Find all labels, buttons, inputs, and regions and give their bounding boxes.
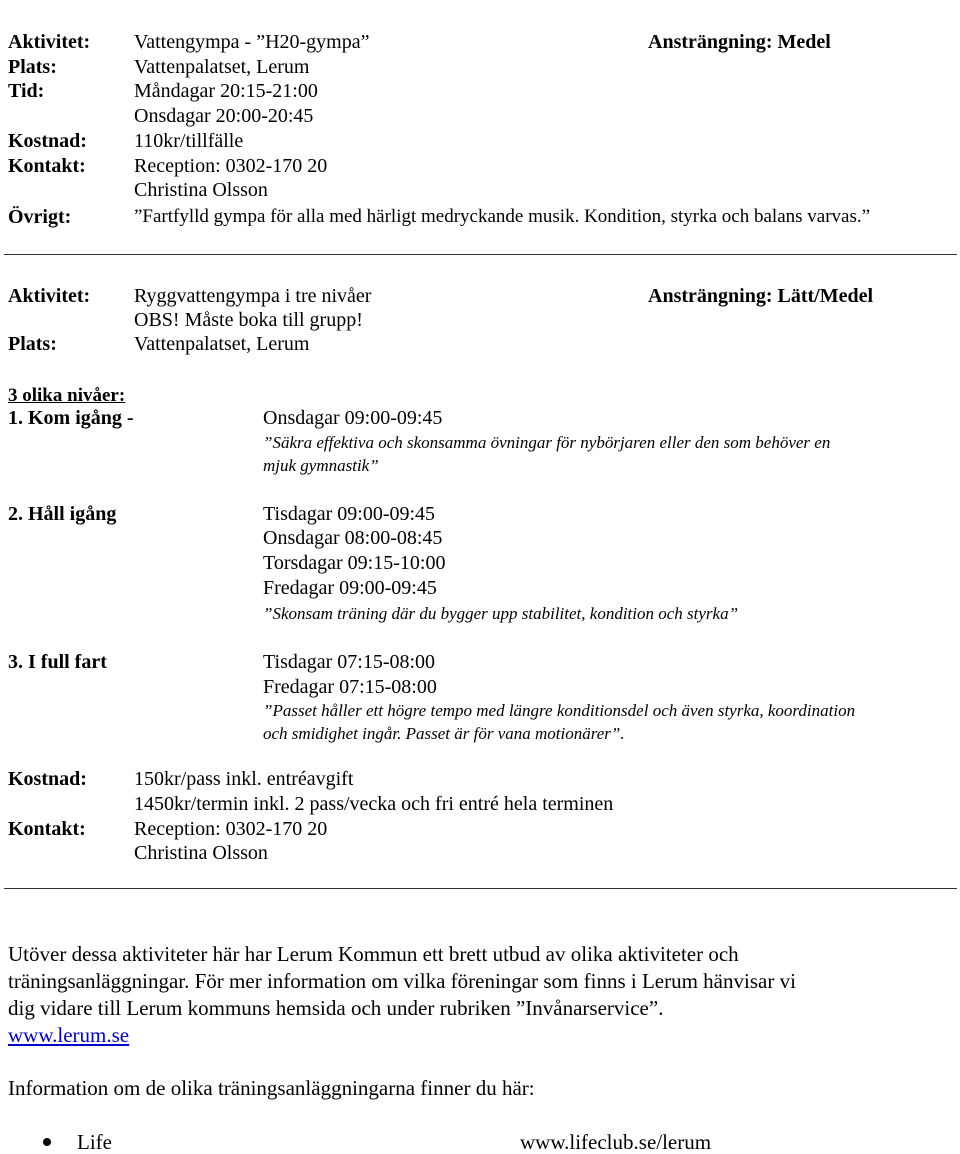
kontakt-line-2: Christina Olsson [134, 179, 268, 201]
aktivitet-value: Vattengympa - ”H20-gympa” [134, 31, 370, 53]
kontakt-label: Kontakt: [8, 155, 86, 177]
level-2-time-3: Torsdagar 09:15-10:00 [263, 552, 446, 574]
level-1-time: Onsdagar 09:00-09:45 [263, 407, 443, 429]
level-3-time-1: Tisdagar 07:15-08:00 [263, 651, 436, 673]
aktivitet-label: Aktivitet: [8, 285, 91, 307]
anstrangning-label: Ansträngning: Medel [648, 31, 831, 53]
info-paragraph-line-1: Utöver dessa aktiviteter här har Lerum Kommun ett brett utbud av olika aktiviteter och [8, 942, 739, 966]
level-3-description: ”Passet håller ett högre tempo med längre konditionsdel och även styrka, koordination [263, 701, 856, 720]
kostnad-value: 110kr/tillfälle [134, 130, 244, 152]
kostnad-label: Kostnad: [8, 130, 87, 152]
ovrigt-label: Övrigt: [8, 206, 72, 228]
info-paragraph-line-3: dig vidare till Lerum kommuns hemsida och under rubriken ”Invånarservice”. [8, 996, 664, 1020]
plats-label: Plats: [8, 333, 57, 355]
level-2-time-1: Tisdagar 09:00-09:45 [263, 503, 436, 525]
level-1-description-cont: mjuk gymnastik” [263, 456, 379, 475]
kontakt-line-1: Reception: 0302-170 20 [134, 818, 328, 840]
facility-name: Life [77, 1130, 112, 1154]
kontakt-label: Kontakt: [8, 818, 86, 840]
ovrigt-value: ”Fartfylld gympa för alla med härligt medryckande musik. Kondition, styrka och balans varvas.” [134, 206, 871, 227]
level-3-time-2: Fredagar 07:15-08:00 [263, 676, 437, 698]
tid-line-1: Måndagar 20:15-21:00 [134, 80, 318, 102]
level-2-description: ”Skonsam träning där du bygger upp stabilitet, kondition och styrka” [263, 604, 739, 623]
level-1-title: 1. Kom igång - [8, 407, 134, 429]
divider [4, 888, 957, 889]
plats-label: Plats: [8, 56, 57, 78]
aktivitet-label: Aktivitet: [8, 31, 91, 53]
anstrangning-label: Ansträngning: Lätt/Medel [648, 285, 873, 307]
level-3-description-cont: och smidighet ingår. Passet är för vana motionärer”. [263, 724, 625, 743]
kostnad-line-1: 150kr/pass inkl. entréavgift [134, 768, 354, 790]
info-paragraph-line-2: träningsanläggningar. För mer information om vilka föreningar som finns i Lerum hänvisar vi [8, 969, 796, 993]
level-2-time-4: Fredagar 09:00-09:45 [263, 577, 437, 599]
bullet-icon [43, 1138, 51, 1146]
lerum-link[interactable]: www.lerum.se [8, 1023, 130, 1047]
kontakt-line-2: Christina Olsson [134, 842, 268, 864]
plats-value: Vattenpalatset, Lerum [134, 333, 310, 355]
divider [4, 254, 957, 255]
kostnad-line-2: 1450kr/termin inkl. 2 pass/vecka och fri entré hela terminen [134, 793, 614, 815]
level-2-title: 2. Håll igång [8, 503, 117, 525]
tid-label: Tid: [8, 80, 45, 102]
plats-value: Vattenpalatset, Lerum [134, 56, 310, 78]
obs-note: OBS! Måste boka till grupp! [134, 309, 363, 331]
level-1-description: ”Säkra effektiva och skonsamma övningar för nybörjaren eller den som behöver en [263, 433, 831, 452]
tid-line-2: Onsdagar 20:00-20:45 [134, 105, 314, 127]
kostnad-label: Kostnad: [8, 768, 87, 790]
kontakt-line-1: Reception: 0302-170 20 [134, 155, 328, 177]
facilities-intro: Information om de olika träningsanläggningarna finner du här: [8, 1076, 535, 1100]
level-2-time-2: Onsdagar 08:00-08:45 [263, 527, 443, 549]
facility-link[interactable]: www.lifeclub.se/lerum [520, 1130, 712, 1154]
level-3-title: 3. I full fart [8, 651, 107, 673]
levels-heading: 3 olika nivåer: [8, 385, 126, 406]
aktivitet-value: Ryggvattengympa i tre nivåer [134, 285, 372, 307]
